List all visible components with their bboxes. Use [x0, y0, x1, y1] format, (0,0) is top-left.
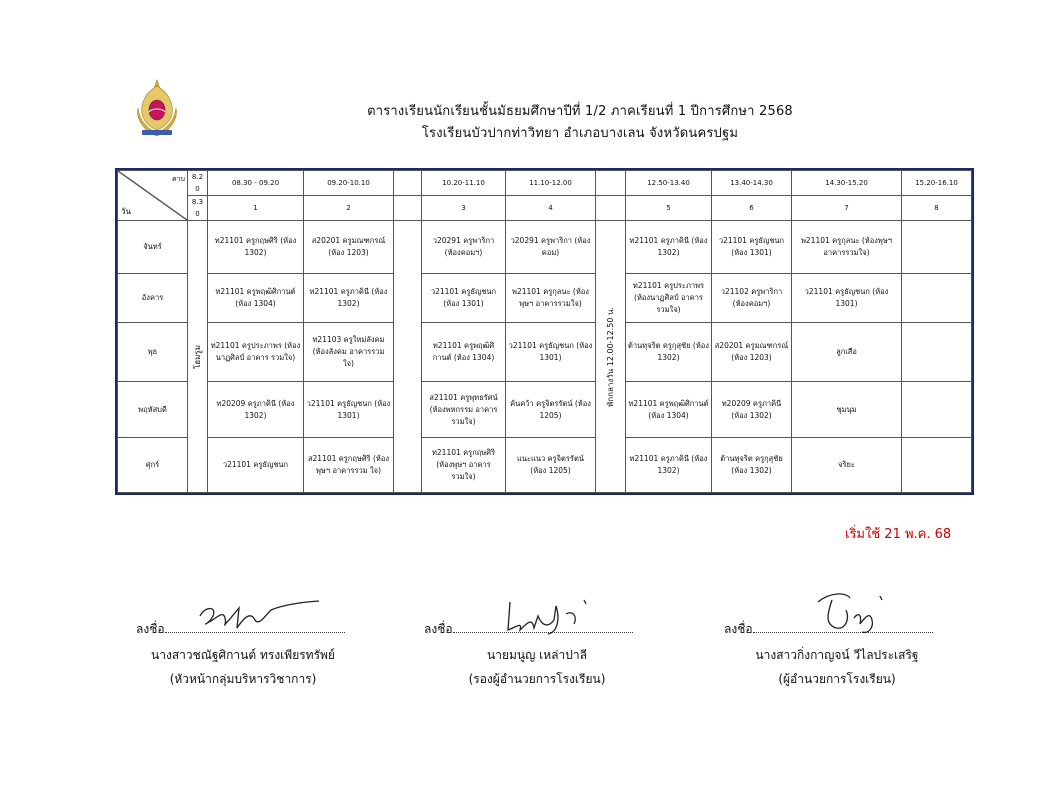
schedule-cell: ท21103 ครูใหม่ลังคม (ห้องลังคม อาคารรวม ใจ)	[304, 323, 394, 382]
time-header: 12.50-13.40	[626, 171, 712, 196]
schedule-cell: พ21101 ครูกุลนะ (ห้องพุษฯ อาคารรวมใจ)	[506, 274, 596, 323]
schedule-cell	[902, 382, 972, 438]
schedule-cell: ว20291 ครูพาริกา (ห้องคอมฯ)	[422, 221, 506, 274]
schedule-cell: ชุมนุม	[792, 382, 902, 438]
schedule-cell: จริยะ	[792, 438, 902, 493]
corner-day-label: วัน	[121, 207, 131, 216]
signature-prefix: ลงชื่อ	[424, 622, 453, 636]
schedule-cell: ท21101 ครูกฤษศิริ (ห้องพุษฯ อาคาร รวมใจ)	[422, 438, 506, 493]
signatory-name: นายมนูญ เหล่าปาลี	[487, 648, 587, 662]
signatory-name: นางสาวชณัฐศิกานต์ ทรงเพียรทรัพย์	[151, 648, 335, 662]
schedule-cell: ท21101 ครูกฤษศิริ (ห้อง 1302)	[208, 221, 304, 274]
timetable	[117, 170, 972, 493]
signature-prefix: ลงชื่อ	[724, 622, 753, 636]
schedule-cell: ส20201 ครูมณฑกรณ์ (ห้อง 1203)	[304, 221, 394, 274]
homeroom-time-bottom: 8.30	[188, 196, 208, 221]
schedule-cell: ท21101 ครูภาคินี (ห้อง 1302)	[626, 221, 712, 274]
schedule-cell: ท21101 ครูภาคินี (ห้อง 1302)	[304, 274, 394, 323]
signatory-role: (หัวหน้ากลุ่มบริหารวิชาการ)	[169, 672, 317, 686]
day-label: จันทร์	[118, 221, 188, 274]
start-date: เริ่มใช้ 21 พ.ค. 68	[845, 527, 952, 542]
schedule-cell: ท20209 ครูภาคินี (ห้อง 1302)	[712, 382, 792, 438]
signature-prefix: ลงชื่อ	[136, 622, 165, 636]
schedule-cell: ว21101 ครูธัญชนก (ห้อง 1301)	[792, 274, 902, 323]
signatory-role: (ผู้อำนวยการโรงเรียน)	[778, 672, 896, 686]
period-number: 8	[902, 196, 972, 221]
schedule-cell: ท21101 ครูพฤฒิศิกานต์ (ห้อง 1304)	[422, 323, 506, 382]
signatory-name: นางสาวกิ่งกาญจน์ วีไลประเสริฐ	[755, 648, 919, 662]
schedule-cell: ท21101 ครูประภาพร (ห้องนาฏศิลป์ อาคาร รวมใจ)	[626, 274, 712, 323]
signature-scribble	[810, 588, 890, 638]
schedule-cell: ว21101 ครูธัญชนก	[208, 438, 304, 493]
schedule-cell	[902, 274, 972, 323]
schedule-cell: ว20291 ครูพาริกา (ห้องคอม)	[506, 221, 596, 274]
signature-scribble	[498, 596, 598, 638]
schedule-cell: ค้นคว้า ครูจิตรรัตน์ (ห้อง 1205)	[506, 382, 596, 438]
day-label: พุธ	[118, 323, 188, 382]
schedule-cell: พ21101 ครูกุลนะ (ห้องพุษฯ อาคารรวมใจ)	[792, 221, 902, 274]
schedule-cell: ส21101 ครูกฤษศิริ (ห้องพุษฯ อาคารรวม ใจ)	[304, 438, 394, 493]
time-header: 09.20-10.10	[304, 171, 394, 196]
schedule-cell: ต้านทุจริต ครูกุสุชัย (ห้อง 1302)	[626, 323, 712, 382]
period-number: 5	[626, 196, 712, 221]
day-label: พฤหัสบดี	[118, 382, 188, 438]
break-column	[394, 221, 422, 493]
time-header: 10.20-11.10	[422, 171, 506, 196]
time-header: 11.10-12.00	[506, 171, 596, 196]
period-number: 2	[304, 196, 394, 221]
schedule-cell: ท20209 ครูภาคินี (ห้อง 1302)	[208, 382, 304, 438]
schedule-cell: ว21101 ครูธัญชนก (ห้อง 1301)	[304, 382, 394, 438]
schedule-cell: ส20201 ครูมณฑกรณ์ (ห้อง 1203)	[712, 323, 792, 382]
day-label: ศุกร์	[118, 438, 188, 493]
schedule-cell	[902, 438, 972, 493]
period-number: 4	[506, 196, 596, 221]
homeroom-time-top: 8.20	[188, 171, 208, 196]
schedule-cell: ว21101 ครูธัญชนก (ห้อง 1301)	[506, 323, 596, 382]
period-number	[394, 196, 422, 221]
schedule-cell	[902, 221, 972, 274]
period-number: 3	[422, 196, 506, 221]
schedule-cell: ว21102 ครูพาริกา (ห้องคอมฯ)	[712, 274, 792, 323]
schedule-cell: ว21101 ครูธัญชนก (ห้อง 1301)	[422, 274, 506, 323]
schedule-cell: ท21101 ครูพฤฒิศิกานต์ (ห้อง 1304)	[626, 382, 712, 438]
period-number: 6	[712, 196, 792, 221]
schedule-cell: ส21101 ครูพุทธรัศน์ (ห้องพหกรรม อาคารรวมใจ)	[422, 382, 506, 438]
schedule-cell	[902, 323, 972, 382]
corner-period-label: คาบ	[171, 175, 185, 183]
period-number: 7	[792, 196, 902, 221]
lunch-column	[596, 221, 626, 493]
schedule-cell: ท21101 ครูพฤฒิศิกานต์ (ห้อง 1304)	[208, 274, 304, 323]
time-header: 15.20-16.10	[902, 171, 972, 196]
lunch-label: พักกลางวัน 12.00-12.50 น.	[605, 306, 615, 407]
school-name: โรงเรียนบัวปากท่าวิทยา อำเภอบางเลน จังหวัดนครปฐม	[421, 126, 739, 141]
time-header	[394, 171, 422, 196]
schedule-cell: ท21101 ครูภาคินี (ห้อง 1302)	[626, 438, 712, 493]
corner-header	[118, 171, 188, 221]
period-number	[596, 196, 626, 221]
day-label: อังคาร	[118, 274, 188, 323]
schedule-cell: ว21101 ครูธัญชนก (ห้อง 1301)	[712, 221, 792, 274]
schedule-cell: ลูกเสือ	[792, 323, 902, 382]
homeroom-column	[188, 221, 208, 493]
signature-scribble	[195, 598, 325, 638]
time-header: 14.30-15.20	[792, 171, 902, 196]
schedule-title: ตารางเรียนนักเรียนชั้นมัธยมศึกษาปีที่ 1/2 ภาคเรียนที่ 1 ปีการศึกษา 2568	[367, 104, 793, 119]
homeroom-label: โฮมรูม	[192, 344, 202, 369]
time-header	[596, 171, 626, 196]
schedule-cell: ท21101 ครูประภาพร (ห้องนาฏศิลป์ อาคาร รวมใจ)	[208, 323, 304, 382]
school-emblem-icon	[134, 78, 180, 140]
time-header: 13.40-14.30	[712, 171, 792, 196]
signatory-role: (รองผู้อำนวยการโรงเรียน)	[468, 672, 606, 686]
schedule-cell: ต้านทุจริต ครูกุสุชัย (ห้อง 1302)	[712, 438, 792, 493]
schedule-cell: แนะแนว ครูจิตรรัตน์ (ห้อง 1205)	[506, 438, 596, 493]
period-number: 1	[208, 196, 304, 221]
time-header: 08.30 - 09.20	[208, 171, 304, 196]
